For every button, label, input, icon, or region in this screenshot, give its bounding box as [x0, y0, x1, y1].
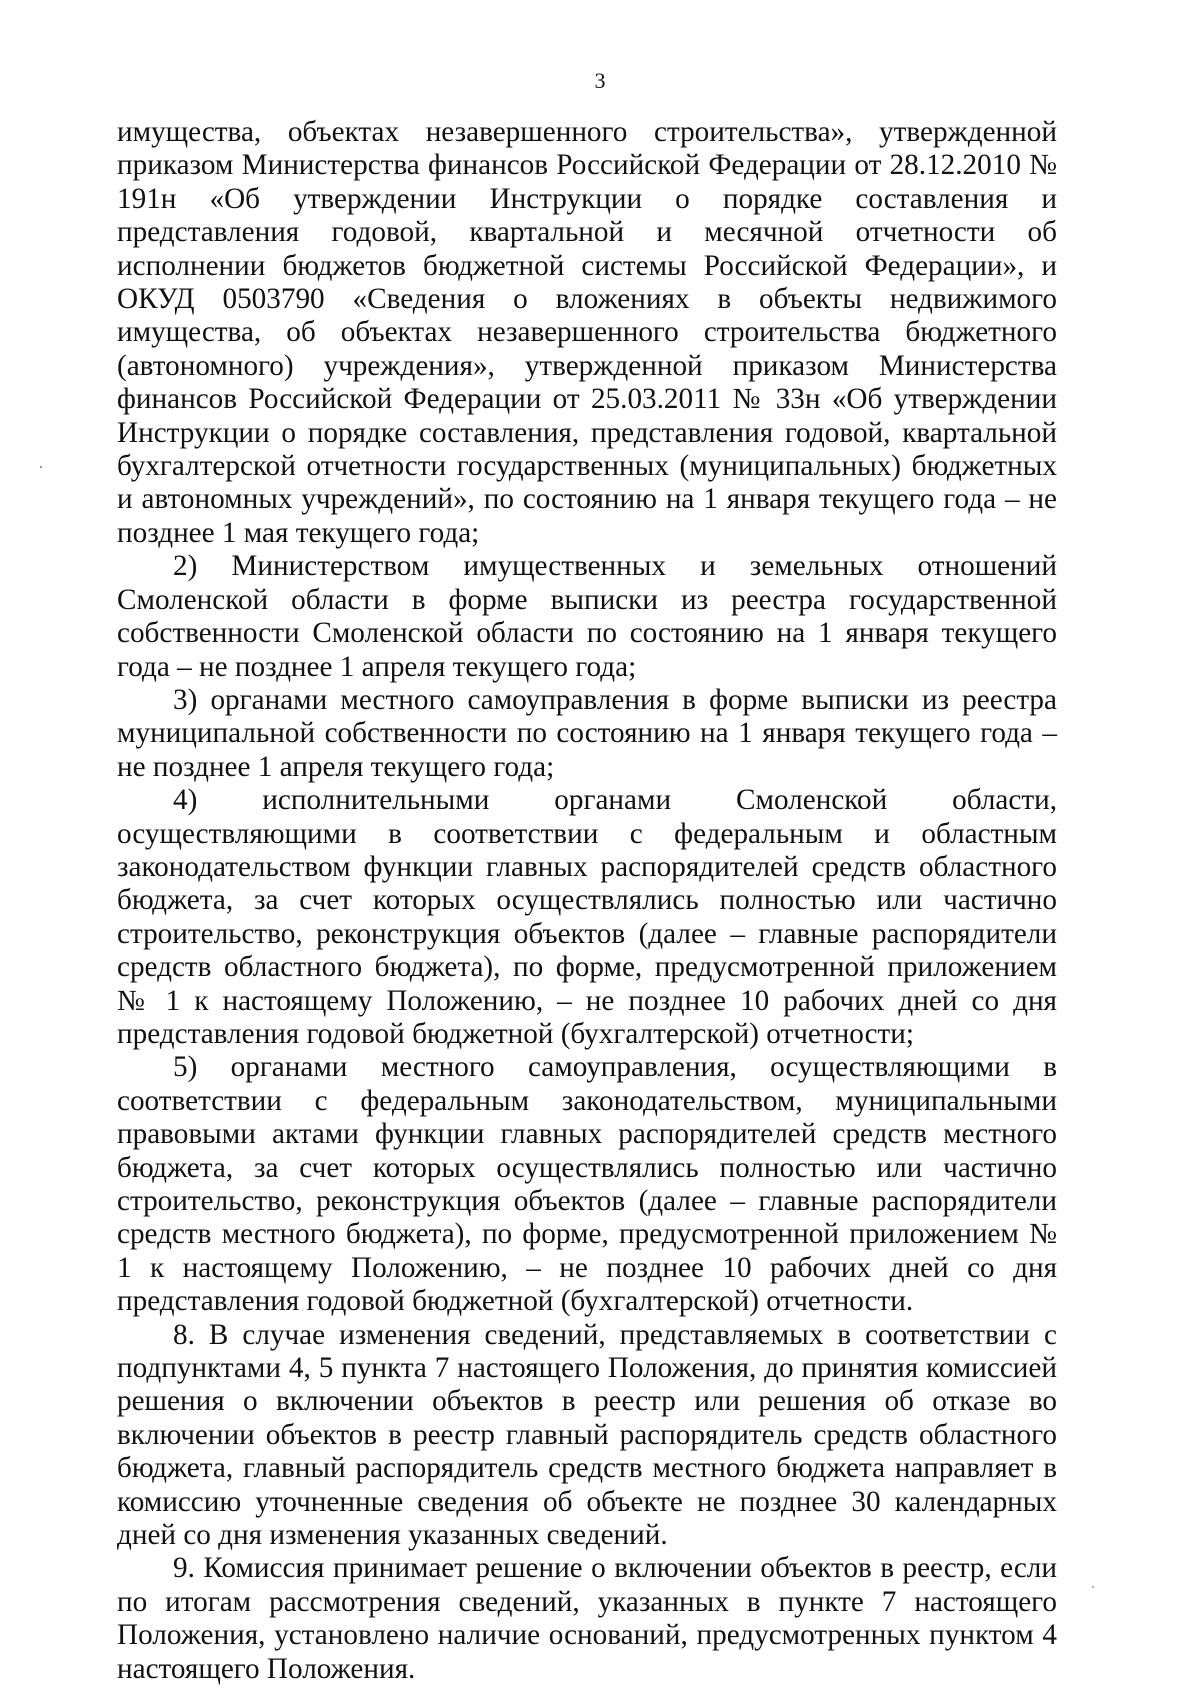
- paragraph-item-3: 3) органами местного самоуправления в форме выписки из реестра муниципальной собственности по состоянию на 1 января текущего года – не позднее 1 апреля текущего года;: [117, 683, 1057, 783]
- document-body: [117, 116, 1057, 1686]
- paragraph-continuation: имущества, объектах незавершенного строительства», утвержденной приказом Министерства финансов Российской Федерации от 28.12.2010 № 191н «Об утверждении Инструкции о порядке составления и представления годовой, квартальной и месячной отчетности об исполнении бюджетов бюджетной системы Российской Федерации», и ОКУД 0503790 «Сведения о вложениях в объекты недвижимого имущества, об объектах незавершенного строительства бюджетного (автономного) учреждения», утвержденной приказом Министерства финансов Российской Федерации от 25.03.2011 № 33н «Об утверждении Инструкции о порядке составления, представления годовой, квартальной бухгалтерской отчетности государственных (муниципальных) бюджетных и автономных учреждений», по состоянию на 1 января текущего года – не позднее 1 мая текущего года;: [117, 116, 1057, 549]
- scan-speck: [1092, 1586, 1094, 1588]
- paragraph-item-2: 2) Министерством имущественных и земельных отношений Смоленской области в форме выписки из реестра государственной собственности Смоленской области по состоянию на 1 января текущего года – не позднее 1 апреля текущего года;: [117, 550, 1057, 683]
- paragraph-item-4: 4) исполнительными органами Смоленской области, осуществляющими в соответствии с федеральным и областным законодательством функции главных распорядителей средств областного бюджета, за счет которых осуществлялись полностью или частично строительство, реконструкция объектов (далее – главные распорядители средств областного бюджета), по форме, предусмотренной приложением № 1 к настоящему Положению, – не позднее 10 рабочих дней со дня представления годовой бюджетной (бухгалтерской) отчетности;: [117, 784, 1057, 1050]
- scan-speck: [40, 466, 42, 468]
- paragraph-item-5: 5) органами местного самоуправления, осуществляющими в соответствии с федеральным законодательством, муниципальными правовыми актами функции главных распорядителей средств местного бюджета, за счет которых осуществлялись полностью или частично строительство, реконструкция объектов (далее – главные распорядители средств местного бюджета), по форме, предусмотренной приложением № 1 к настоящему Положению, – не позднее 10 рабочих дней со дня представления годовой бюджетной (бухгалтерской) отчетности.: [117, 1051, 1057, 1318]
- paragraph-clause-9: 9. Комиссия принимает решение о включении объектов в реестр, если по итогам рассмотрения сведений, указанных в пункте 7 настоящего Положения, установлено наличие оснований, предусмотренных пунктом 4 настоящего Положения.: [117, 1552, 1057, 1685]
- paragraph-clause-8: 8. В случае изменения сведений, представляемых в соответствии с подпунктами 4, 5 пункта 7 настоящего Положения, до принятия комиссией решения о включении объектов в реестр или решения об отказе во включении объектов в реестр главный распорядитель средств областного бюджета, главный распорядитель средств местного бюджета направляет в комиссию уточненные сведения об объекте не позднее 30 календарных дней со дня изменения указанных сведений.: [117, 1318, 1057, 1552]
- page-number: 3: [594, 68, 606, 93]
